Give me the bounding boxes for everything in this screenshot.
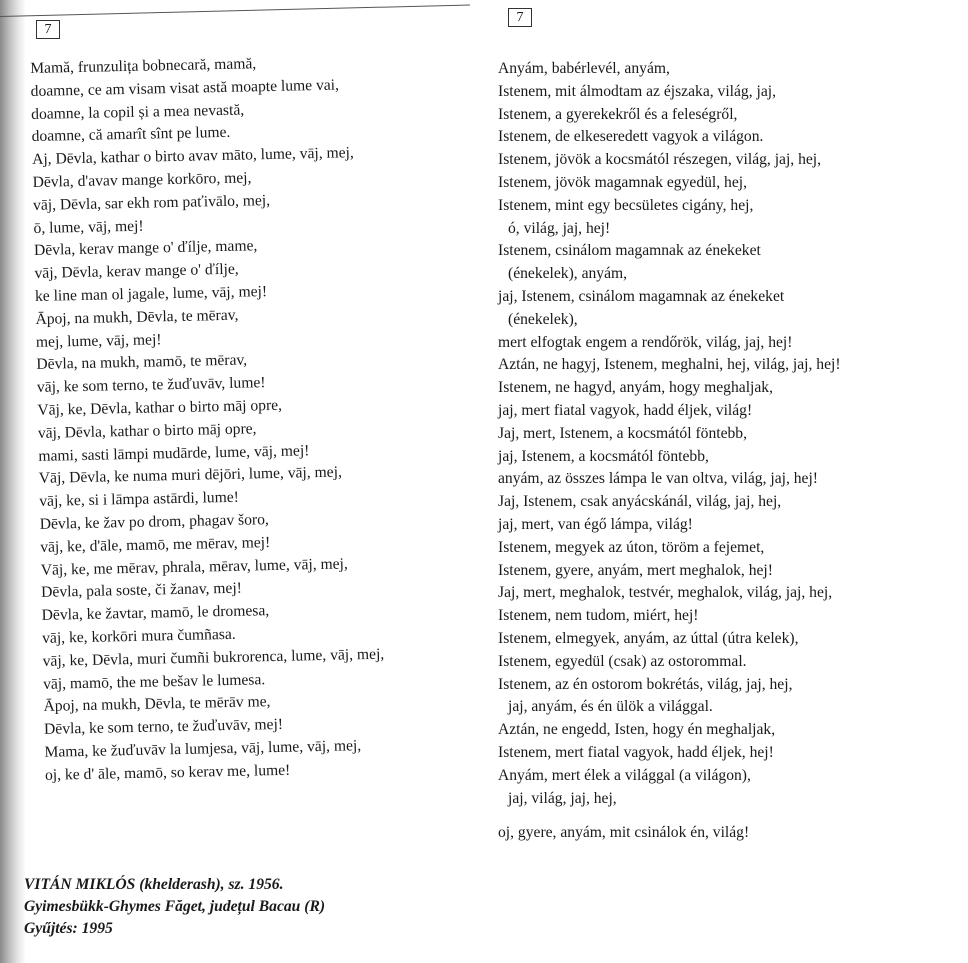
- lyric-line: Mama, ke žuďuvāv la lumjesa, vāj, lume, vāj, mej,: [44, 737, 362, 761]
- lyric-line: Āpoj, na mukh, Dēvla, te mērav,: [35, 306, 239, 328]
- translation-line: (énekelek),: [508, 310, 578, 328]
- translation-line: Istenem, egyedül (csak) az ostorommal.: [498, 652, 747, 670]
- lyric-line: Dēvla, ke som terno, te žuďuvāv, mej!: [43, 715, 284, 738]
- translation-line: Istenem, de elkeseredett vagyok a világon.: [498, 128, 764, 146]
- translation-line: mert elfogtak engem a rendőrök, világ, jaj, hej!: [498, 333, 793, 351]
- lyric-line: mej, lume, vāj, mej!: [35, 330, 162, 351]
- translation-line: Istenem, jövök magamnak egyedül, hej,: [498, 173, 747, 191]
- lyric-line: Dēvla, na mukh, mamō, te mērav,: [36, 351, 248, 374]
- translation-line: (énekelek), anyám,: [508, 265, 628, 283]
- translation-line: Istenem, az én ostorom bokrétás, világ, jaj, hej,: [498, 675, 793, 693]
- translation-line: Istenem, mert fiatal vagyok, hadd éljek, hej!: [498, 743, 774, 761]
- translation-line: anyám, az összes lámpa le van oltva, világ, jaj, hej!: [498, 470, 818, 488]
- lyric-line: vāj, Dēvla, sar ekh rom paťivālo, mej,: [32, 191, 271, 214]
- translation-line: jaj, Istenem, a kocsmától föntebb,: [498, 447, 709, 465]
- lyric-line: vāj, ke, d'āle, mamō, me mērav, mej!: [40, 533, 271, 556]
- translation-line: Istenem, csinálom magamnak az énekeket: [498, 242, 761, 260]
- translation-line: Jaj, mert, Istenem, a kocsmától föntebb,: [498, 424, 747, 442]
- lyric-line: vāj, mamō, the me bešav le lumesa.: [42, 670, 266, 693]
- page-number-left: 7: [36, 20, 60, 39]
- lyric-line: doamne, ce am visam visat astă moapte lume vai,: [30, 76, 340, 100]
- translation-line: Istenem, megyek az úton, töröm a fejemet,: [498, 538, 765, 556]
- lyric-line: vāj, ke, korkōri mura čumñasa.: [41, 625, 236, 647]
- lyric-line: vāj, ke, Dēvla, muri čumñi bukrorenca, lume, vāj, mej,: [42, 645, 385, 670]
- lyric-line: mami, sasti lāmpi mudārde, lume, vāj, mej!: [38, 441, 310, 465]
- lyric-line: Vāj, ke, Dēvla, kathar o birto māj opre,: [37, 396, 283, 419]
- translation-line: jaj, mert, van égő lámpa, világ!: [498, 515, 693, 533]
- lyric-line: Vāj, Dēvla, ke numa muri dējōri, lume, vāj, mej,: [38, 463, 343, 488]
- translation-line: Istenem, mint egy becsületes cigány, hej,: [498, 196, 754, 214]
- page-number-right: 7: [508, 8, 532, 27]
- translation-line: ó, világ, jaj, hej!: [508, 219, 611, 237]
- lyric-line: Dēvla, pala soste, či žanav, mej!: [41, 580, 243, 602]
- translation-line: Istenem, a gyerekekről és a feleségről,: [498, 105, 738, 123]
- translation-line: Aztán, ne hagyj, Istenem, meghalni, hej, világ, jaj, hej!: [498, 356, 841, 374]
- lyric-line: Aj, Dēvla, kathar o birto avav māto, lume, vāj, mej,: [31, 144, 354, 169]
- lyric-line: vāj, ke som terno, te žuďuvāv, lume!: [36, 374, 266, 397]
- lyric-line: Dēvla, ke žavtar, mamō, le dromesa,: [41, 602, 270, 625]
- collection-year: Gyűjtés: 1995: [24, 920, 113, 937]
- translation-line: Anyám, babérlevél, anyám,: [498, 60, 670, 77]
- lyric-line: Vāj, ke, me mērav, phrala, mērav, lume, vāj, mej,: [40, 554, 348, 579]
- lyric-line: doamne, că amarît sînt pe lume.: [31, 124, 231, 146]
- translation-line: jaj, mert fiatal vagyok, hadd éljek, világ!: [498, 401, 753, 419]
- performer-credits: [24, 874, 325, 940]
- performer-name: VITÁN MIKLÓS (khelderash), sz. 1956.: [24, 876, 284, 893]
- translation-line: Istenem, nem tudom, miért, hej!: [498, 607, 699, 625]
- lyric-line: Dēvla, ke žav po drom, phagav šoro,: [39, 511, 269, 533]
- lyric-line: vāj, Dēvla, kerav mange o' ďílje,: [34, 260, 239, 283]
- top-rule: [0, 0, 470, 17]
- hungarian-translation-column: [498, 58, 964, 845]
- lyric-line: vāj, Dēvla, kathar o birto māj opre,: [37, 420, 257, 442]
- performer-place: Gyimesbükk-Ghymes Făget, județul Bacau (R): [24, 898, 326, 915]
- lyric-line: Dēvla, kerav mange o' ďílje, mame,: [33, 237, 258, 260]
- page-binding-shadow: [0, 0, 26, 963]
- translation-line: Aztán, ne engedd, Isten, hogy én meghaljak,: [498, 721, 776, 739]
- translation-line: Istenem, jövök a kocsmától részegen, világ, jaj, hej,: [498, 151, 822, 169]
- translation-line: jaj, anyám, és én ülök a világgal.: [508, 698, 713, 716]
- lyric-line: doamne, la copil și a mea nevastă,: [30, 101, 245, 123]
- lyric-line: vāj, ke, si i lāmpa astārdi, lume!: [39, 488, 240, 511]
- translation-line: Jaj, Istenem, csak anyácskánál, világ, jaj, hej,: [498, 493, 782, 511]
- lyric-line: Mamă, frunzulița bobnecară, mamă,: [30, 55, 257, 77]
- translation-line: jaj, világ, jaj, hej,: [508, 789, 617, 807]
- translation-line: Istenem, gyere, anyám, mert meghalok, hej!: [498, 561, 773, 579]
- translation-line: oj, gyere, anyám, mit csinálok én, világ!: [498, 824, 750, 842]
- lyric-line: Dēvla, d'avav mange korkōro, mej,: [32, 169, 252, 191]
- translation-line: Istenem, elmegyek, anyám, az úttal (útra kelek),: [498, 629, 799, 647]
- romani-lyrics-column: [30, 48, 515, 787]
- lyric-line: Āpoj, na mukh, Dēvla, te mērāv me,: [43, 693, 271, 716]
- translation-line: Istenem, ne hagyd, anyám, hogy meghaljak,: [498, 379, 773, 397]
- translation-line: Istenem, mit álmodtam az éjszaka, világ, jaj,: [498, 82, 776, 100]
- lyric-line: ō, lume, vāj, mej!: [33, 217, 144, 237]
- translation-line: Jaj, mert, meghalok, testvér, meghalok, világ, jaj, hej,: [498, 584, 833, 602]
- translation-line: jaj, Istenem, csinálom magamnak az énekeket: [498, 287, 785, 305]
- lyric-line: oj, ke d' āle, mamō, so kerav me, lume!: [44, 761, 291, 784]
- lyric-line: ke line man ol jagale, lume, vāj, mej!: [34, 283, 268, 305]
- translation-line: Anyám, mert élek a világgal (a világon),: [498, 766, 751, 784]
